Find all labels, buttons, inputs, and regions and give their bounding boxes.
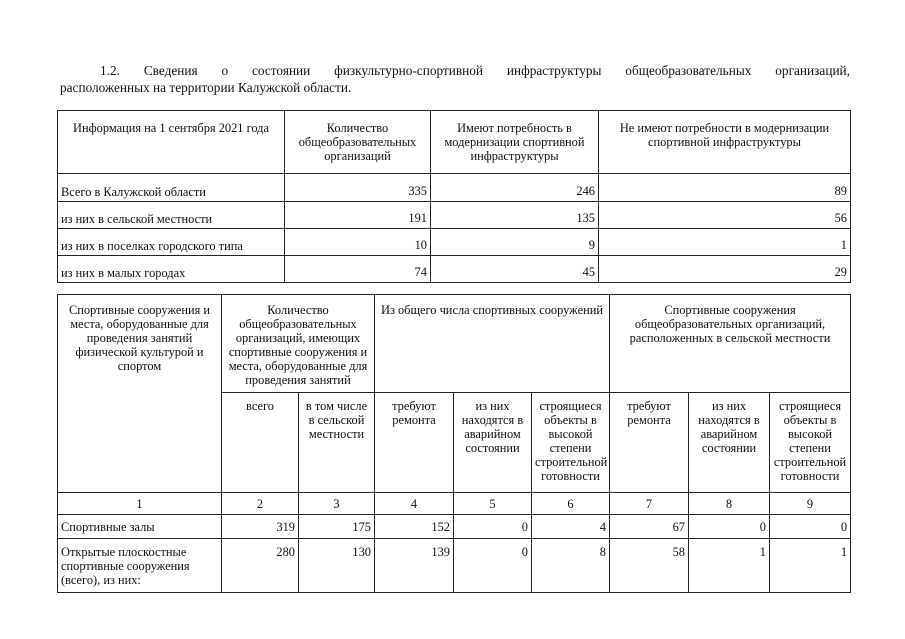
- subheader-incl-rural: в том числе в сельской местности: [299, 393, 375, 493]
- header-schools-count: Количество общеобразовательных организаций: [285, 111, 431, 174]
- table-header-row: [58, 111, 851, 174]
- subheader-construction-rural: строящиеся объекты в высокой степени строительной готовности: [770, 393, 851, 493]
- subheader-need-repair-rural: требуют ремонта: [610, 393, 689, 493]
- header-no-need-modernization: Не имеют потребности в модернизации спортивной инфраструктуры: [599, 111, 851, 174]
- table-cell: 152: [375, 515, 454, 539]
- cell-need: 9: [431, 229, 599, 256]
- column-number: 9: [770, 493, 851, 515]
- table-cell: 0: [689, 515, 770, 539]
- row-label: из них в поселках городского типа: [58, 229, 285, 256]
- subheader-all: всего: [222, 393, 299, 493]
- subheader-emergency: из них находятся в аварийном состоянии: [454, 393, 532, 493]
- header-need-modernization: Имеют потребность в модернизации спортивной инфраструктуры: [431, 111, 599, 174]
- table-row: [58, 229, 851, 256]
- header-of-total-facilities: Из общего числа спортивных сооружений: [375, 295, 610, 393]
- table-cell: 175: [299, 515, 375, 539]
- table-row: [58, 174, 851, 202]
- column-number: 2: [222, 493, 299, 515]
- table-cell: 0: [770, 515, 851, 539]
- row-label: Всего в Калужской области: [58, 174, 285, 202]
- header-schools-with-facilities: Количество общеобразовательных организаций, имеющих спортивные сооружения и места, оборудованные для проведения занятий: [222, 295, 375, 393]
- table-cell: 1: [689, 539, 770, 593]
- cell-need: 135: [431, 202, 599, 229]
- table-cell: 139: [375, 539, 454, 593]
- cell-total: 335: [285, 174, 431, 202]
- row-label: Спортивные залы: [58, 515, 222, 539]
- table-cell: 67: [610, 515, 689, 539]
- cell-no-need: 1: [599, 229, 851, 256]
- cell-need: 246: [431, 174, 599, 202]
- table-cell: 58: [610, 539, 689, 593]
- column-number: 4: [375, 493, 454, 515]
- table-cell: 1: [770, 539, 851, 593]
- schools-summary-table: [57, 110, 851, 283]
- column-number-row: [58, 493, 851, 515]
- cell-no-need: 56: [599, 202, 851, 229]
- column-number: 3: [299, 493, 375, 515]
- subheader-emergency-rural: из них находятся в аварийном состоянии: [689, 393, 770, 493]
- header-facilities: Спортивные сооружения и места, оборудованные для проведения занятий физической культурой и спортом: [58, 295, 222, 493]
- row-label: Открытые плоскостные спортивные сооружения (всего), из них:: [58, 539, 222, 593]
- cell-total: 74: [285, 256, 431, 283]
- column-number: 7: [610, 493, 689, 515]
- cell-no-need: 29: [599, 256, 851, 283]
- intro-paragraph: [60, 62, 850, 96]
- column-number: 1: [58, 493, 222, 515]
- column-number: 5: [454, 493, 532, 515]
- table-cell: 280: [222, 539, 299, 593]
- table-cell: 8: [532, 539, 610, 593]
- column-number: 6: [532, 493, 610, 515]
- intro-line-1: 1.2. Сведения о состоянии физкультурно-спортивной инфраструктуры общеобразовательных организаций,: [100, 63, 850, 78]
- table-row: [58, 202, 851, 229]
- cell-need: 45: [431, 256, 599, 283]
- subheader-need-repair: требуют ремонта: [375, 393, 454, 493]
- intro-line-2: расположенных на территории Калужской области.: [60, 80, 352, 95]
- row-label: из них в малых городах: [58, 256, 285, 283]
- column-number: 8: [689, 493, 770, 515]
- table-header-row: [58, 295, 851, 393]
- header-rural-facilities: Спортивные сооружения общеобразовательных организаций, расположенных в сельской местности: [610, 295, 851, 393]
- cell-total: 10: [285, 229, 431, 256]
- table-cell: 130: [299, 539, 375, 593]
- sports-facilities-table: [57, 294, 851, 593]
- table-row: [58, 539, 851, 593]
- table-row: [58, 256, 851, 283]
- header-info-date: Информация на 1 сентября 2021 года: [58, 111, 285, 174]
- table-cell: 0: [454, 515, 532, 539]
- table-row: [58, 515, 851, 539]
- row-label: из них в сельской местности: [58, 202, 285, 229]
- table-cell: 319: [222, 515, 299, 539]
- table-cell: 4: [532, 515, 610, 539]
- table-cell: 0: [454, 539, 532, 593]
- cell-total: 191: [285, 202, 431, 229]
- cell-no-need: 89: [599, 174, 851, 202]
- subheader-construction: строящиеся объекты в высокой степени строительной готовности: [532, 393, 610, 493]
